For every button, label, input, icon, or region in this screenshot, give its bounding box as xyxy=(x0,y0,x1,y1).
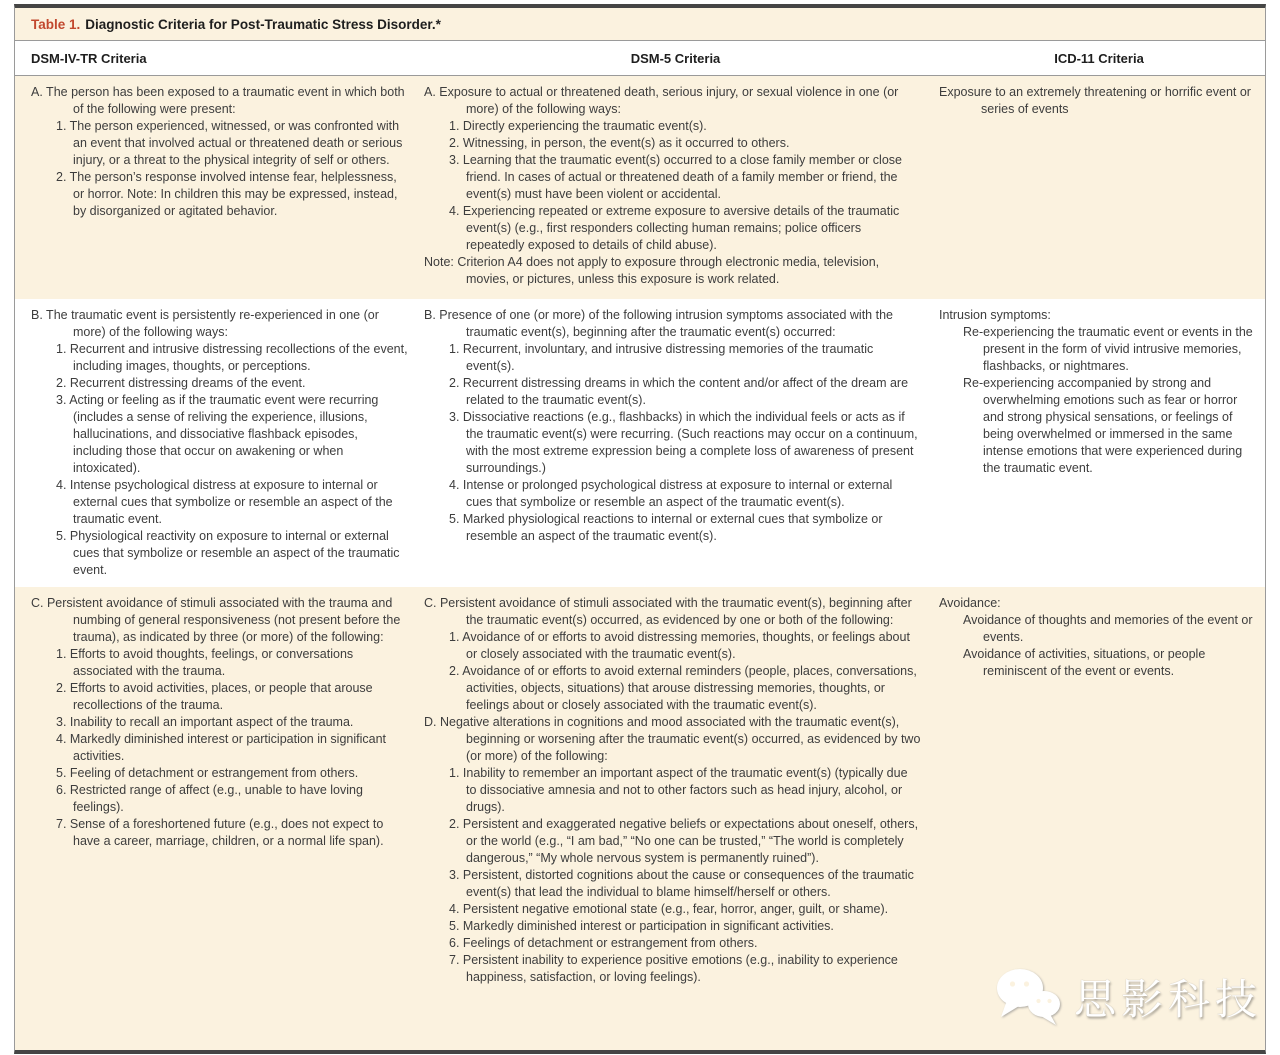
column-header-row xyxy=(15,41,1265,76)
criteria-text: 4. Experiencing repeated or extreme exposure to aversive details of the traumatic event(s) (e.g., first responders collecting human remains; police officers repeatedly exposed to details of child abuse). xyxy=(449,204,900,252)
criteria-text: 2. Efforts to avoid activities, places, or people that arouse recollections of the trauma. xyxy=(56,681,373,712)
dsm5-criterion-b-cell xyxy=(420,299,931,587)
criteria-text: Re-experiencing accompanied by strong and overwhelming emotions such as fear or horror and strong physical sensations, or feelings of being overwhelmed or immersed in the same intense emotions that were experienced during the traumatic event. xyxy=(963,376,1243,475)
criteria-text: 5. Markedly diminished interest or participation in significant activities. xyxy=(449,919,834,933)
criteria-text: 7. Persistent inability to experience positive emotions (e.g., inability to experience happiness, satisfaction, or loving feelings). xyxy=(449,953,898,984)
icd11-exposure-cell xyxy=(931,76,1267,299)
column-header-dsm4: DSM-IV-TR Criteria xyxy=(31,51,147,66)
criteria-text: 1. Avoidance of or efforts to avoid distressing memories, thoughts, or feelings about or closely associated with the traumatic event(s). xyxy=(449,630,910,661)
criteria-text: 1. Recurrent, involuntary, and intrusive distressing memories of the traumatic event(s). xyxy=(449,342,874,373)
criteria-text: 3. Persistent, distorted cognitions about the cause or consequences of the traumatic event(s) that lead the individual to blame himself/herself or others. xyxy=(449,868,914,899)
criteria-text: Re-experiencing the traumatic event or events in the present in the form of vivid intrusive memories, flashbacks, or nightmares. xyxy=(963,325,1253,373)
criteria-text: 2. The person’s response involved intense fear, helplessness, or horror. Note: In children this may be expressed, instead, by disorganized or agitated behavior. xyxy=(56,170,398,218)
criteria-text: 4. Markedly diminished interest or participation in significant activities. xyxy=(56,732,387,763)
criteria-text: 3. Acting or feeling as if the traumatic event were recurring (includes a sense of reliving the experience, illusions, hallucinations, and dissociative flashback episodes, including those that occur on awakening or when intoxicated). xyxy=(56,393,379,475)
criteria-text: A. The person has been exposed to a traumatic event in which both of the following were present: xyxy=(31,85,405,116)
dsm4-criterion-c-cell xyxy=(15,587,420,1050)
criteria-text: C. Persistent avoidance of stimuli associated with the traumatic event(s), beginning after the traumatic event(s) occurred, as evidenced by one or both of the following: xyxy=(424,596,912,627)
criteria-text: 5. Marked physiological reactions to internal or external cues that symbolize or resemble an aspect of the traumatic event(s). xyxy=(449,512,883,543)
criteria-text: 2. Avoidance of or efforts to avoid external reminders (people, places, conversations, activities, objects, situations) that arouse distressing memories, thoughts, or feelings about or closely associated with the traumatic event(s). xyxy=(449,664,917,712)
table-title xyxy=(15,8,1265,41)
criteria-text: A. Exposure to actual or threatened death, serious injury, or sexual violence in one (or more) of the following ways: xyxy=(424,85,899,116)
criteria-text: 4. Intense or prolonged psychological distress at exposure to internal or external cues that symbolize or resemble an aspect of the traumatic event(s). xyxy=(449,478,893,509)
table-number: Table 1. xyxy=(31,17,81,32)
criteria-text: Avoidance of thoughts and memories of the event or events. xyxy=(963,613,1253,644)
criteria-text: 1. Recurrent and intrusive distressing recollections of the event, including images, thoughts, or perceptions. xyxy=(56,342,408,373)
criteria-text: 3. Learning that the traumatic event(s) occurred to a close family member or close friend. In cases of actual or threatened death of a family member or friend, the event(s) must have been violent or accidental. xyxy=(449,153,902,201)
criteria-text: Avoidance: xyxy=(939,596,1001,610)
criteria-text: 4. Intense psychological distress at exposure to internal or external cues that symbolize or resemble an aspect of the traumatic event. xyxy=(56,478,393,526)
table-title-text: Diagnostic Criteria for Post-Traumatic Stress Disorder.* xyxy=(85,17,441,32)
criteria-text: 2. Recurrent distressing dreams in which the content and/or affect of the dream are related to the traumatic event(s). xyxy=(449,376,909,407)
criteria-text: Avoidance of activities, situations, or people reminiscent of the event or events. xyxy=(963,647,1206,678)
criterion-a-row xyxy=(15,76,1265,299)
criteria-text: 6. Restricted range of affect (e.g., unable to have loving feelings). xyxy=(56,783,363,814)
criteria-text: 2. Persistent and exaggerated negative beliefs or expectations about oneself, others, or the world (e.g., “I am bad,” “No one can be trusted,” “The world is completely dangerous,” “My whole nervous system is permanently ruined”). xyxy=(449,817,919,865)
dsm5-criterion-c-d-cell xyxy=(420,587,931,1050)
criteria-text: Note: Criterion A4 does not apply to exposure through electronic media, television, movies, or pictures, unless this exposure is work related. xyxy=(424,255,880,286)
criteria-text: 7. Sense of a foreshortened future (e.g., does not expect to have a career, marriage, children, or a normal life span). xyxy=(56,817,384,848)
criteria-text: B. Presence of one (or more) of the following intrusion symptoms associated with the traumatic event(s), beginning after the traumatic event(s) occurred: xyxy=(424,308,893,339)
dsm4-criterion-b-cell xyxy=(15,299,420,587)
criterion-b-row xyxy=(15,299,1265,587)
diagnostic-criteria-table xyxy=(14,4,1266,1054)
criteria-text: 4. Persistent negative emotional state (e.g., fear, horror, anger, guilt, or shame). xyxy=(449,902,889,916)
criteria-text: C. Persistent avoidance of stimuli associated with the trauma and numbing of general responsiveness (not present before the trauma), as indicated by three (or more) of the following: xyxy=(31,596,401,644)
criteria-text: 3. Dissociative reactions (e.g., flashbacks) in which the individual feels or acts as if the traumatic event(s) were recurring. (Such reactions may occur on a continuum, with the most extreme expression being a complete loss of awareness of present surroundings.) xyxy=(449,410,918,475)
criterion-c-d-row xyxy=(15,587,1265,1050)
watermark-text: 思影科技 xyxy=(1073,976,1262,1023)
criteria-text: Intrusion symptoms: xyxy=(939,308,1051,322)
criteria-text: B. The traumatic event is persistently re-experienced in one (or more) of the following ways: xyxy=(31,308,379,339)
criteria-text: Exposure to an extremely threatening or horrific event or series of events xyxy=(939,85,1251,116)
dsm5-criterion-a-cell xyxy=(420,76,931,299)
icd11-avoidance-cell xyxy=(931,587,1267,1050)
criteria-text: D. Negative alterations in cognitions and mood associated with the traumatic event(s), beginning or worsening after the traumatic event(s) occurred, as evidenced by two (or more) of the following: xyxy=(424,715,921,763)
criteria-text: 2. Recurrent distressing dreams of the event. xyxy=(56,376,306,390)
criteria-text: 6. Feelings of detachment or estrangement from others. xyxy=(449,936,758,950)
icd11-intrusion-cell xyxy=(931,299,1267,587)
dsm4-criterion-a-cell xyxy=(15,76,420,299)
criteria-text: 1. The person experienced, witnessed, or was confronted with an event that involved actual or threatened death or serious injury, or a threat to the physical integrity of self or others. xyxy=(56,119,403,167)
criteria-text: 1. Efforts to avoid thoughts, feelings, or conversations associated with the trauma. xyxy=(56,647,354,678)
criteria-text: 1. Inability to remember an important aspect of the traumatic event(s) (typically due to dissociative amnesia and not to other factors such as head injury, alcohol, or drugs). xyxy=(449,766,908,814)
column-header-dsm5: DSM-5 Criteria xyxy=(630,51,721,66)
criteria-text: 1. Directly experiencing the traumatic event(s). xyxy=(449,119,707,133)
criteria-text: 3. Inability to recall an important aspect of the trauma. xyxy=(56,715,354,729)
criteria-text: 5. Feeling of detachment or estrangement from others. xyxy=(56,766,359,780)
column-header-icd11: ICD-11 Criteria xyxy=(1054,51,1144,66)
criteria-text: 5. Physiological reactivity on exposure to internal or external cues that symbolize or resemble an aspect of the traumatic event. xyxy=(56,529,400,577)
criteria-text: 2. Witnessing, in person, the event(s) as it occurred to others. xyxy=(449,136,790,150)
